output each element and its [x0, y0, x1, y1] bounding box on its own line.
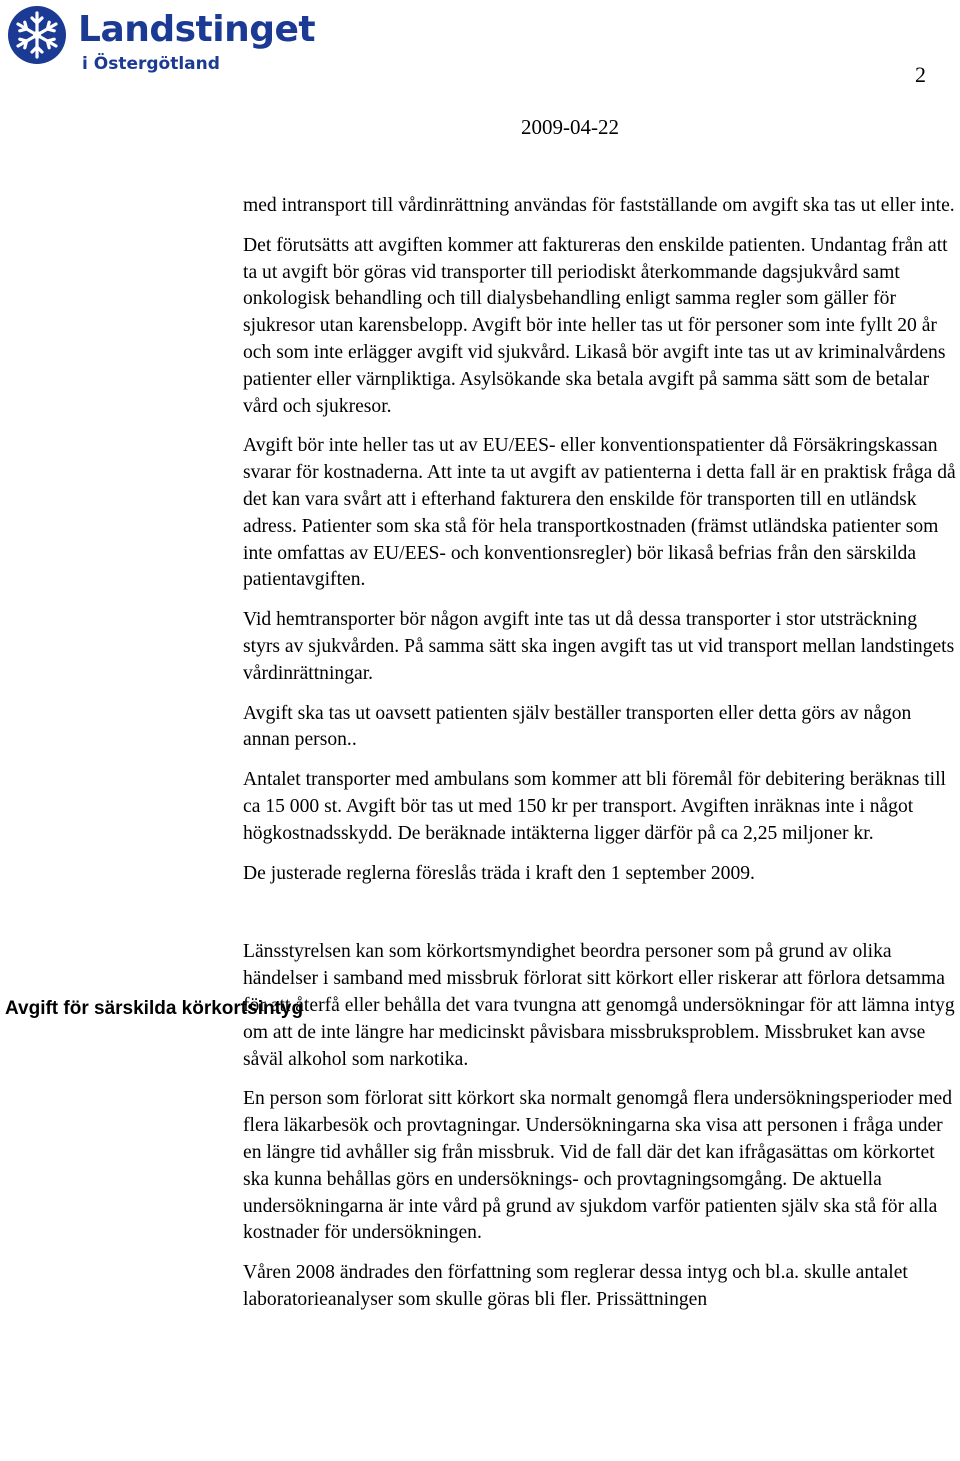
paragraph: med intransport till vårdinrättning användas för fastställande om avgift ska tas ut eller inte.: [243, 195, 955, 216]
paragraph: Våren 2008 ändrades den författning som reglerar dessa intyg och bl.a. skulle antalet laboratorieanalyser som skulle göras bli fler. Prissättningen: [243, 1262, 908, 1310]
paragraph: Avgift ska tas ut oavsett patienten själv beställer transporten eller detta görs av någon annan person..: [243, 702, 912, 751]
paragraph: Antalet transporter med ambulans som kommer att bli föremål för debitering beräknas till ca 15 000 st. Avgift bör tas ut med 150 kr per transport. Avgiften inräknas inte i något högkostnadsskydd. De beräknade intäkterna ligger därför på ca 2,25 miljoner kr.: [243, 769, 946, 844]
document-date: 2009-04-22: [521, 115, 619, 139]
paragraph: Avgift bör inte heller tas ut av EU/EES- eller konventionspatienter då Försäkringskassan svarar för kostnaderna. Att inte ta ut avgift av patienterna i detta fall är en praktisk fråga då det kan vara svårt att i efterhand fakturera den enskilde för transporten till en utländsk adress. Patienter som ska stå för hela transportkostnaden (främst utländska patienter som inte omfattas av EU/EES- och konventionsregler) bör likaså befrias från den särskilda patientavgiften.: [243, 435, 956, 591]
section-heading-drivers-license-fee: Avgift för särskilda körkortsintyg: [5, 998, 304, 1019]
logo-subtitle: i Östergötland: [82, 54, 220, 74]
page-number: 2: [915, 62, 926, 87]
paragraph: Länsstyrelsen kan som körkortsmyndighet beordra personer som på grund av olika händelser i samband med missbruk förlorat sitt körkort eller riskerar att förlora detsamma för att återfå eller behålla det vara tvungna att genomgå undersökningar för att lämna intyg om att de inte längre har medicinskt påvisbara missbruksproblem. Missbruket kan avse såväl alkohol som narkotika.: [243, 941, 955, 1070]
snowflake-emblem-icon: [6, 4, 68, 66]
logo-name: Landstinget: [78, 9, 316, 50]
body-text: [243, 193, 957, 1327]
paragraph: En person som förlorat sitt körkort ska normalt genomgå flera undersökningsperioder med flera läkarbesök och provtagningar. Undersökningarna ska visa att personen i fråga under en längre tid avhåller sig från missbruk. Vid de fall där det kan ifrågasättas om körkortet ska kunna behållas görs en undersöknings- och provtagningsomgång. De aktuella undersökningarna är inte vård på grund av sjukdom varför patienten själv ska stå för alla kostnader för undersökningen.: [243, 1088, 953, 1244]
paragraph: De justerade reglerna föreslås träda i kraft den 1 september 2009.: [243, 862, 755, 884]
paragraph: Det förutsätts att avgiften kommer att faktureras den enskilde patienten. Undantag från att ta ut avgift bör göras vid transporter till periodiskt återkommande dagsjukvård samt onkologisk behandling och till dialysbehandling enligt samma regler som gäller för sjukresor utan karensbelopp. Avgift bör inte heller tas ut för personer som inte fyllt 20 år och som inte erlägger avgift vid sjukvård. Likaså bör avgift inte tas ut av kriminalvårdens patienter eller värnpliktiga. Asylsökande ska betala avgift på samma sätt som de betalar vård och sjukresor.: [243, 234, 948, 417]
landstinget-logo: [6, 4, 316, 82]
paragraph: Vid hemtransporter bör någon avgift inte tas ut då dessa transporter i stor utsträckning styrs av sjukvården. På samma sätt ska ingen avgift tas ut vid transport mellan landstingets vårdinrättningar.: [243, 609, 955, 684]
